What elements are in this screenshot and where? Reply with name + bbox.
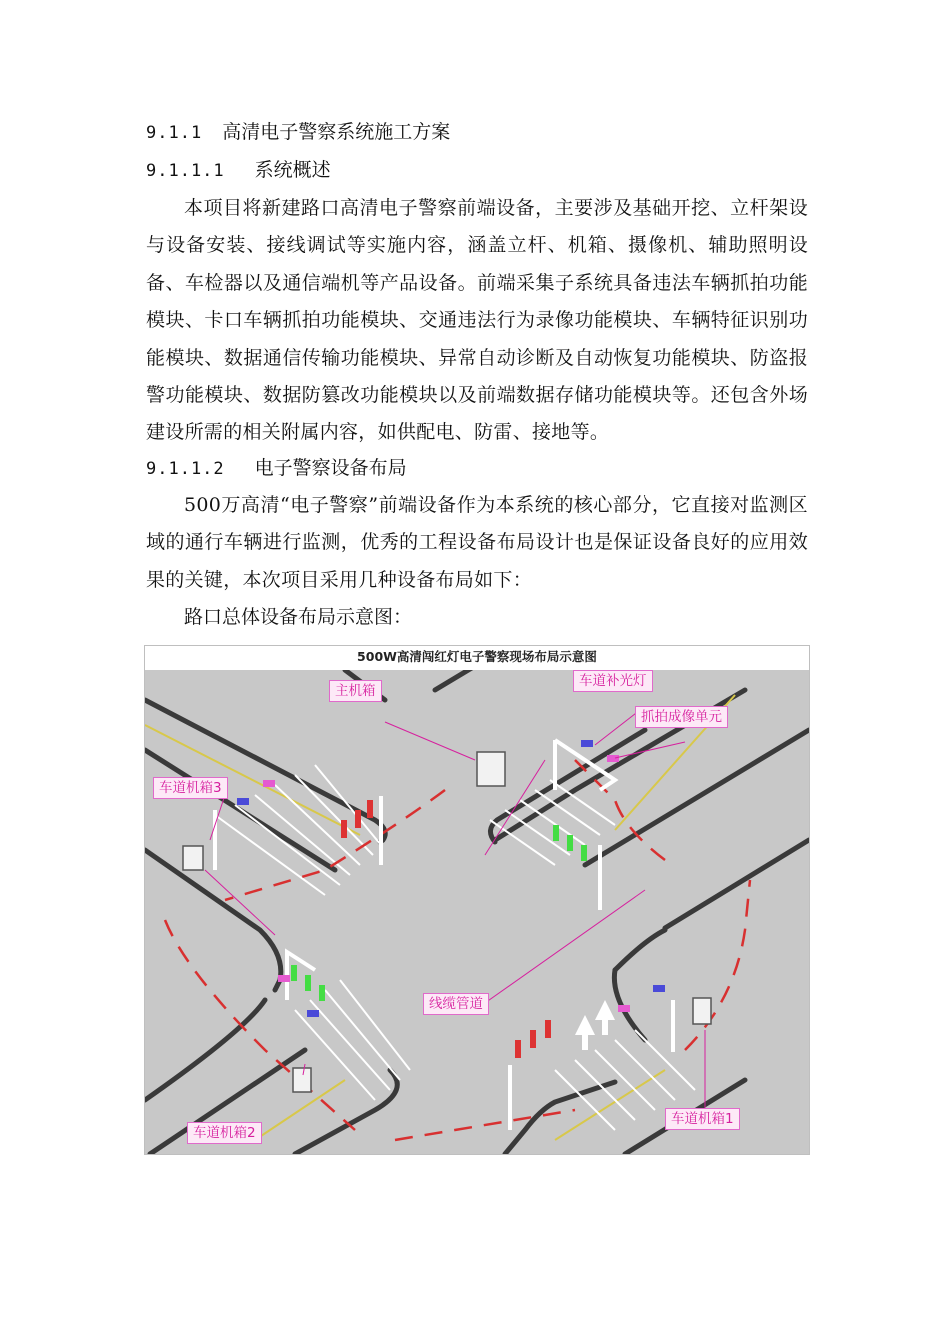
label-fill-light: 车道补光灯 (573, 670, 653, 692)
label-capture-unit: 抓拍成像单元 (635, 706, 728, 728)
intersection-diagram (145, 670, 809, 1154)
label-lane-box-1: 车道机箱1 (665, 1108, 740, 1130)
section-title: 系统概述 (254, 159, 331, 181)
label-lane-box-3: 车道机箱3 (153, 777, 228, 799)
section-9-1-1-2 (146, 456, 407, 481)
intersection-layout-figure (144, 645, 810, 1155)
label-cable-conduit: 线缆管道 (423, 993, 489, 1015)
label-main-box: 主机箱 (329, 680, 382, 702)
label-lane-box-2: 车道机箱2 (187, 1122, 262, 1144)
section-9-1-1 (146, 120, 450, 145)
section-title: 高清电子警察系统施工方案 (222, 121, 451, 143)
figure-caption: 路口总体设备布局示意图： (184, 606, 413, 628)
section-number: 9.1.1.1 (146, 161, 225, 181)
figure-title: 500W高清闯红灯电子警察现场布局示意图 (357, 649, 597, 664)
layout-text: 500万高清“电子警察”前端设备作为本系统的核心部分，它直接对监测区域的通行车辆进行监测，优秀的工程设备布局设计也是保证设备良好的应用效果的关键，本次项目采用几种设备布局如下： (146, 494, 808, 591)
section-number: 9.1.1 (146, 123, 203, 143)
layout-paragraph (146, 487, 808, 599)
section-9-1-1-1 (146, 158, 331, 183)
section-title: 电子警察设备布局 (254, 457, 407, 479)
section-number: 9.1.1.2 (146, 459, 225, 479)
overview-text: 本项目将新建路口高清电子警察前端设备，主要涉及基础开挖、立杆架设与设备安装、接线调试等实施内容，涵盖立杆、机箱、摄像机、辅助照明设备、车检器以及通信端机等产品设备。前端采集子系统具备违法车辆抓拍功能模块、卡口车辆抓拍功能模块、交通违法行为录像功能模块、车辆特征识别功能模块、数据通信传输功能模块、异常自动诊断及自动恢复功能模块、防盗报警功能模块、数据防篡改功能模块以及前端数据存储功能模块等。还包含外场建设所需的相关附属内容，如供配电、防雷、接地等。 (146, 197, 808, 444)
overview-paragraph (146, 190, 808, 452)
